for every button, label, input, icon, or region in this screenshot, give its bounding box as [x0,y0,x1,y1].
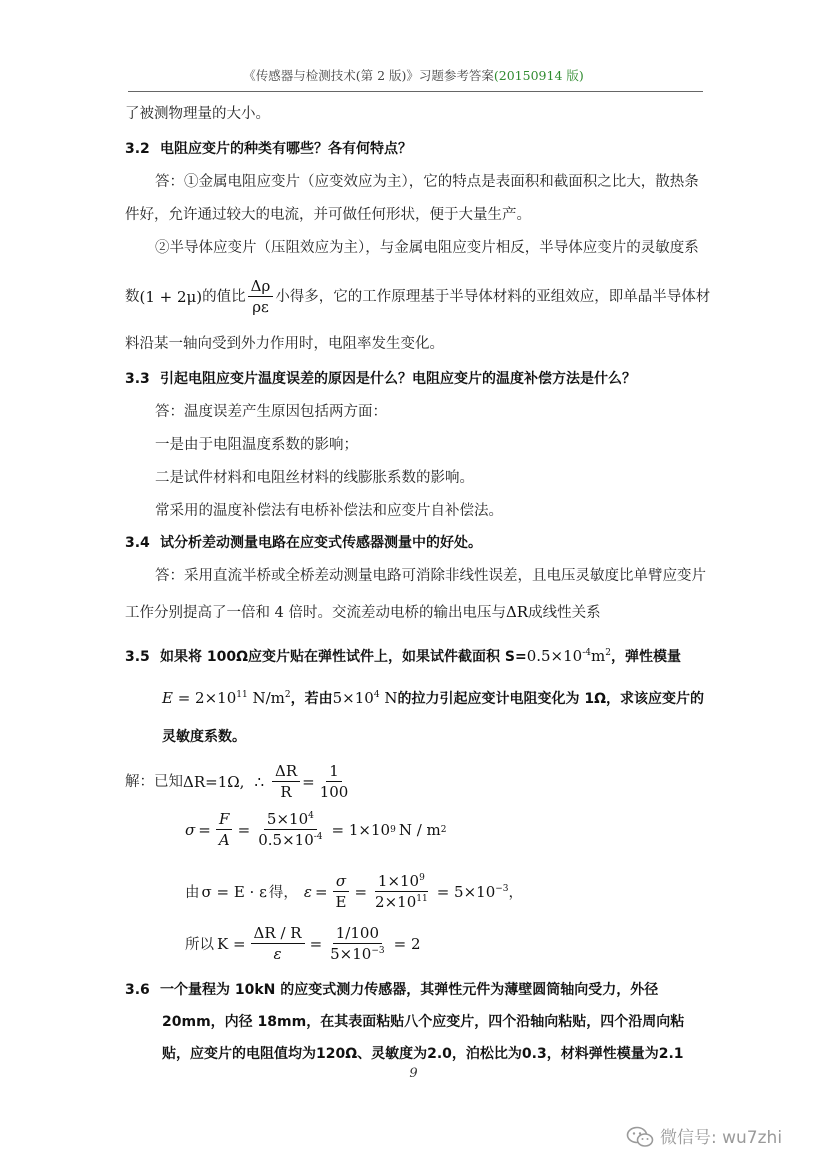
text-segment: 数 [125,288,140,305]
fraction-numerator: σ [333,872,349,892]
formula-unit: N/m [247,689,285,707]
formula-result: = 2 [393,934,421,953]
fraction-numerator: Δρ [248,277,274,297]
question-3-5 [125,646,681,666]
fraction-denominator: E [335,893,347,911]
text-segment: S= [504,649,527,665]
answer-line: ②半导体应变片（压阻效应为主），与金属电阻应变片相反，半导体应变片的灵敏度系 [155,240,699,256]
answer-line: 答：采用直流半桥或全桥差动测量电路可消除非线性误差，且电压灵敏度比单臂应变片 [155,568,706,584]
question-text: 引起电阻应变片温度误差的原因是什么？电阻应变片的温度补偿方法是什么？ [160,371,636,387]
formula-exponent: 2 [284,690,291,700]
equals-sign: = [314,882,328,901]
solution-given [125,762,353,801]
fraction-denominator: 0.5×10 [258,831,314,849]
question-text: ，弹性模量 [610,649,681,665]
fraction-denominator: 2×10 [375,893,417,911]
formula-exponent: 11 [236,690,248,700]
formula-exponent: 11 [416,894,428,904]
fraction-denominator: R [280,783,292,801]
formula-result: = 1×10 [331,820,391,839]
question-3-2 [125,138,412,158]
text-segment: ， [508,885,524,901]
answer-line-with-formula [125,277,710,316]
fraction-denominator: ρε [252,298,269,316]
watermark-text: 微信号: wu7zhi [660,1128,783,1148]
fraction-delta-r-over-r [272,762,300,801]
fraction-denominator: A [218,831,230,849]
answer-line: 常采用的温度补偿法有电桥补偿法和应变片自补偿法。 [155,503,503,519]
fraction-denominator: 5×10 [330,945,372,963]
formula-unit: m [591,647,606,665]
formula-value: 5×10 [332,689,374,707]
question-text: 如果将 100Ω应变片贴在弹性试件上，如果试件截面积 [160,649,500,665]
fraction-k-values [327,924,387,963]
formula-result: = 5×10 [436,882,496,901]
answer-line: 一是由于电阻温度系数的影响； [155,437,358,453]
formula-symbol: σ [185,820,196,839]
fraction-f-over-a [216,810,233,849]
question-number: 3.2 [125,141,150,157]
fraction-delta-rho [248,277,274,316]
equals-sign: = [302,772,315,791]
fraction-numerator: 5×10 [266,810,309,828]
formula-unit: N [379,689,398,707]
formula-exponent: −3 [371,946,385,956]
question-text: ，若由 [290,691,333,707]
formula-unit: N / m [398,820,441,839]
formula-exponent: 4 [373,690,380,700]
fraction-stress-over-modulus [372,872,431,911]
text-segment: 所以 [185,937,214,953]
wechat-icon [626,1126,654,1148]
question-text: 灵敏度系数。 [162,729,246,745]
answer-line-with-formula [125,601,601,624]
formula-exponent: 9 [419,873,425,883]
question-number: 3.5 [125,649,150,665]
fraction-numerator: F [216,810,232,830]
text-segment: 工作分别提高了一倍和 4 倍时。交流差动电桥的输出电压与 [125,605,506,621]
equals-sign: = [237,820,251,839]
formula-one-plus-two-mu: (1 + 2μ) [139,287,203,306]
formula-sensitivity [185,924,421,963]
therefore-symbol: ∴ [254,772,264,791]
equals-sign: = [309,934,323,953]
question-text: 贴，应变片的电阻值均为120Ω、灵敏度为2.0，泊松比为0.3，材料弹性模量为2.1 [162,1046,684,1062]
paragraph-continuation: 了被测物理量的大小。 [125,106,270,122]
question-text: 一个量程为 10kN 的应变式测力传感器，其弹性元件为薄壁圆筒轴向受力，外径 [160,982,659,998]
formula-value: = 2×10 [172,689,237,707]
question-number: 3.3 [125,371,150,387]
fraction-numerator: 1/100 [333,924,382,944]
formula-value: 0.5×10 [526,647,583,665]
formula-delta-r: ΔR [505,603,529,621]
watermark [626,1123,782,1148]
fraction-sigma-over-e [333,872,350,911]
equals-sign: = [354,882,368,901]
formula-symbol: K = [217,934,246,953]
formula-sigma: σ = $\frac{F}{A}$ = $\frac{5\times 10^4}{0.5\times 10^{-4}}$ = 1×10 9 N / m 2 [185,810,447,849]
solution-label: 解：已知 [125,773,183,790]
formula-exponent: −3 [495,883,509,894]
text-segment: 得， [268,885,298,901]
question-3-5-line-2 [162,688,704,708]
fraction-numerator: ΔR [272,762,300,782]
fraction-one-over-hundred [317,762,352,801]
fraction-numerator: 1×10 [377,872,420,890]
equals-sign: = [198,820,211,839]
text-segment: 的值比 [202,288,246,305]
text-segment: 成线性关系 [528,605,601,621]
question-text: 电阻应变片的种类有哪些？各有何特点？ [160,141,412,157]
header-version: (20150914 版) [493,68,584,83]
answer-line: 件好，允许通过较大的电流，并可做任何形状，便于大量生产。 [125,207,531,223]
question-3-6 [125,979,658,999]
formula-hooke-law: σ = E · ε [201,882,267,901]
formula-exponent: 4 [308,811,314,821]
fraction-k-definition [251,924,305,963]
fraction-denominator: 100 [319,783,349,801]
formula-epsilon [185,872,523,911]
page-number: 9 [409,1066,418,1081]
question-number: 3.4 [125,535,150,551]
text-segment: 小得多，它的工作原理基于半导体材料的亚组效应，即单晶半导体材 [275,288,711,305]
fraction-numerator: ΔR / R [251,924,305,944]
formula-exponent: -4 [582,648,591,658]
question-text: 20mm，内径 18mm，在其表面粘贴八个应变片，四个沿轴向粘贴，四个沿周向粘 [162,1014,685,1030]
formula-given: ΔR=1Ω, [183,772,245,791]
question-text: 试分析差动测量电路在应变式传感器测量中的好处。 [160,535,482,551]
fraction-force-over-area [255,810,325,849]
fraction-denominator: ε [273,945,282,963]
answer-line: 答：温度误差产生原因包括两方面： [155,404,387,420]
question-text: 的拉力引起应变计电阻变化为 1Ω，求该应变片的 [397,691,704,707]
answer-line: 答：①金属电阻应变片（应变效应为主），它的特点是表面积和截面积之比大，散热条 [155,174,699,190]
header-title: 《传感器与检测技术(第 2 版)》习题参考答案 [243,68,494,83]
formula-symbol: E [162,689,173,707]
formula-symbol: ε [303,882,312,901]
question-3-3 [125,368,636,388]
answer-line: 料沿某一轴向受到外力作用时，电阻率发生变化。 [125,336,444,352]
page-header [0,66,827,84]
header-rule [128,91,703,92]
question-3-4 [125,532,482,552]
fraction-numerator: 1 [326,762,342,782]
text-segment: 由 [185,885,200,901]
question-number: 3.6 [125,982,150,998]
answer-line: 二是试件材料和电阻丝材料的线膨胀系数的影响。 [155,470,474,486]
formula-exponent: 2 [605,648,611,658]
formula-exponent: -4 [313,832,323,842]
